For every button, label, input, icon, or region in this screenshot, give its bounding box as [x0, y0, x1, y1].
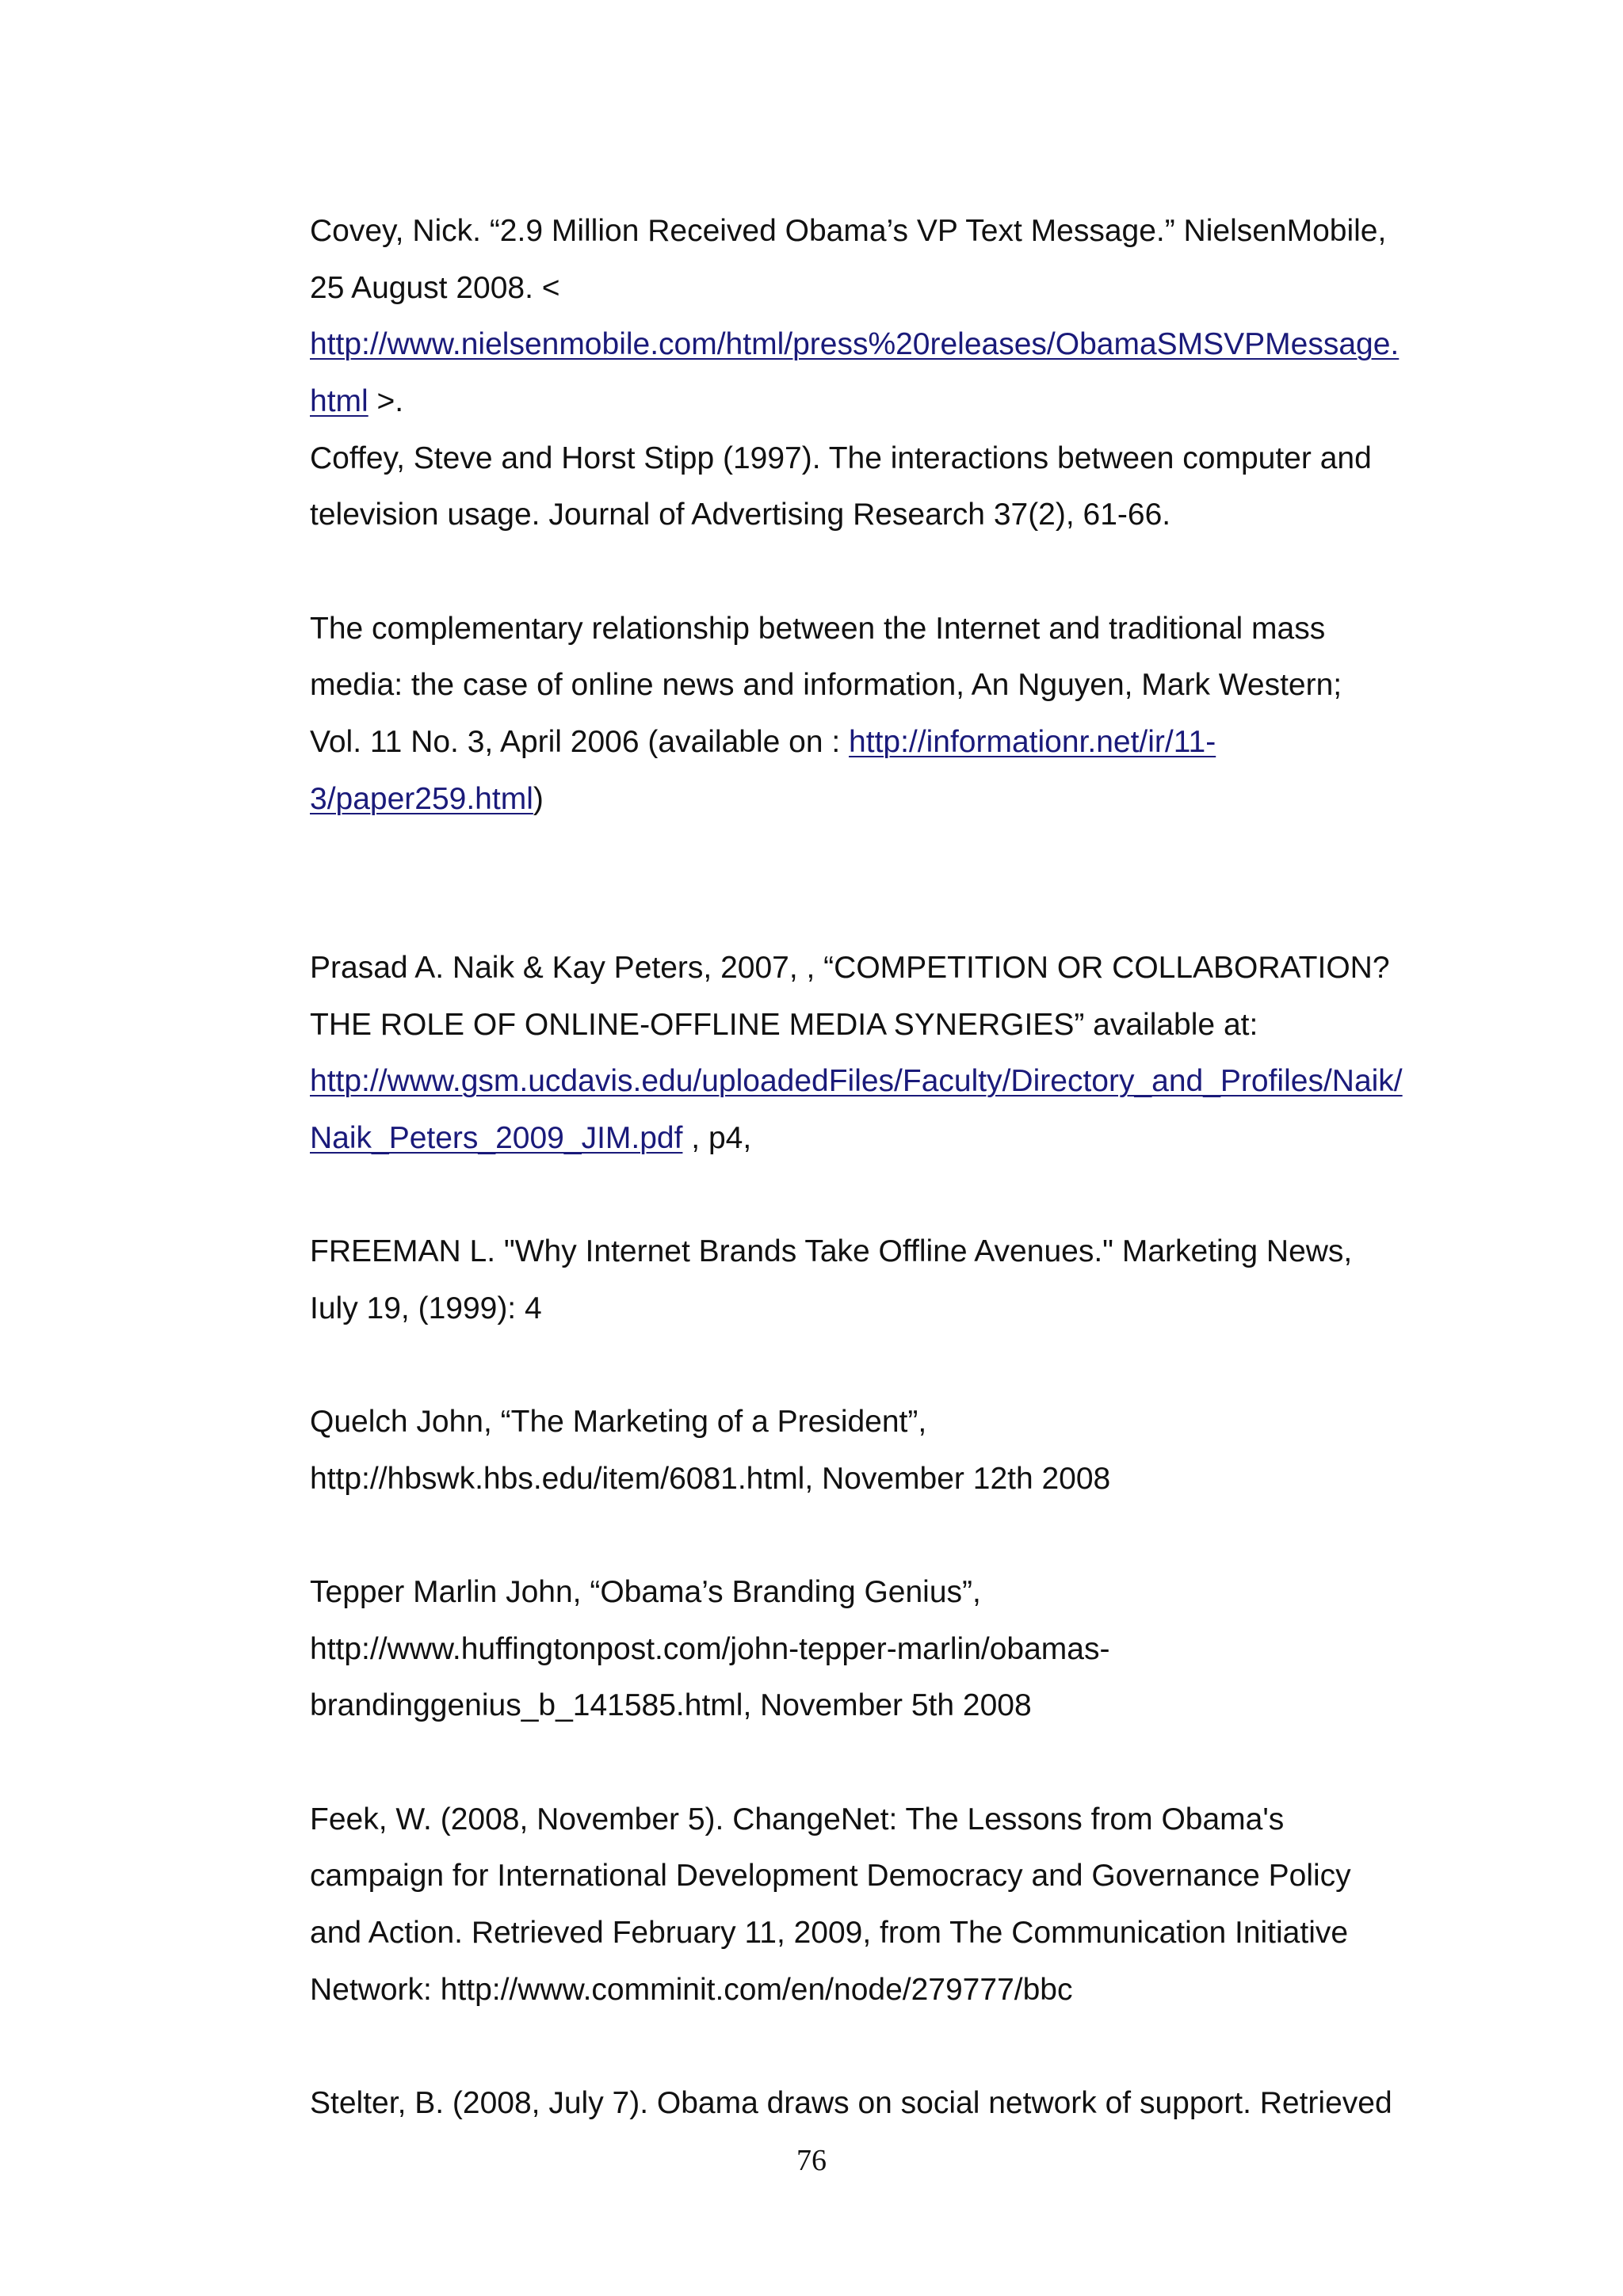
- reference-text: , p4,: [682, 1121, 752, 1155]
- reference-line: [310, 1905, 1348, 1962]
- reference-link[interactable]: 3/paper259.html: [310, 782, 533, 816]
- reference-text: brandinggenius_b_141585.html, November 5th 2008: [310, 1688, 1032, 1722]
- reference-line: [310, 940, 1390, 997]
- reference-text: Iuly 19, (1999): 4: [310, 1291, 542, 1325]
- reference-text: THE ROLE OF ONLINE-OFFLINE MEDIA SYNERGIES” available at:: [310, 1008, 1258, 1042]
- reference-line: [310, 486, 1170, 543]
- page-number: 76: [796, 2144, 827, 2177]
- reference-line: [310, 1791, 1284, 1848]
- reference-text: Covey, Nick. “2.9 Million Received Obama’s VP Text Message.” NielsenMobile,: [310, 214, 1387, 248]
- reference-link[interactable]: http://informationr.net/ir/11-: [849, 725, 1216, 759]
- reference-text: http://hbswk.hbs.edu/item/6081.html, November 12th 2008: [310, 1462, 1111, 1496]
- reference-line: [310, 1451, 1110, 1508]
- reference-line: [310, 316, 1399, 373]
- reference-text: >.: [368, 384, 404, 418]
- reference-line: [310, 1280, 542, 1337]
- reference-text: Stelter, B. (2008, July 7). Obama draws on social network of support. Retrieved: [310, 2086, 1392, 2120]
- reference-line: [310, 260, 560, 317]
- reference-line: [310, 203, 1386, 260]
- reference-line: [310, 1848, 1351, 1905]
- reference-text: The complementary relationship between the Internet and traditional mass: [310, 612, 1326, 646]
- reference-line: [310, 1564, 981, 1621]
- reference-line: [310, 997, 1258, 1054]
- reference-line: [310, 1677, 1032, 1734]
- reference-line: [310, 714, 1216, 771]
- reference-link[interactable]: http://www.gsm.ucdavis.edu/uploadedFiles/Faculty/Directory_and_Profiles/Naik/: [310, 1064, 1403, 1098]
- reference-line: [310, 1394, 926, 1451]
- reference-text: FREEMAN L. "Why Internet Brands Take Offline Avenues." Marketing News,: [310, 1234, 1353, 1268]
- reference-text: Feek, W. (2008, November 5). ChangeNet: The Lessons from Obama's: [310, 1802, 1285, 1836]
- reference-text: Tepper Marlin John, “Obama’s Branding Genius”,: [310, 1575, 981, 1609]
- reference-line: [310, 771, 544, 828]
- reference-text: media: the case of online news and information, An Nguyen, Mark Western;: [310, 668, 1342, 702]
- reference-link[interactable]: http://www.nielsenmobile.com/html/press%20releases/ObamaSMSVPMessage.: [310, 327, 1400, 361]
- reference-text: and Action. Retrieved February 11, 2009, from The Communication Initiative: [310, 1916, 1349, 1950]
- reference-line: [310, 1962, 1072, 2019]
- reference-line: [310, 601, 1325, 658]
- reference-line: [310, 2075, 1392, 2132]
- reference-text: television usage. Journal of Advertising Research 37(2), 61-66.: [310, 498, 1171, 532]
- reference-text: Network: http://www.comminit.com/en/node/279777/bbc: [310, 1973, 1073, 2007]
- reference-line: [310, 1053, 1403, 1110]
- reference-text: ): [533, 782, 544, 816]
- reference-text: Coffey, Steve and Horst Stipp (1997). The interactions between computer and: [310, 441, 1372, 475]
- reference-line: [310, 1621, 1109, 1678]
- reference-line: [310, 430, 1372, 487]
- reference-link[interactable]: html: [310, 384, 369, 418]
- reference-line: [310, 1110, 751, 1167]
- reference-text: campaign for International Development Democracy and Governance Policy: [310, 1859, 1351, 1893]
- reference-text: Prasad A. Naik & Kay Peters, 2007, , “COMPETITION OR COLLABORATION?: [310, 951, 1390, 985]
- reference-text: Vol. 11 No. 3, April 2006 (available on :: [310, 725, 850, 759]
- reference-text: Quelch John, “The Marketing of a President”,: [310, 1405, 927, 1439]
- reference-line: [310, 373, 403, 430]
- reference-line: [310, 657, 1342, 714]
- reference-link[interactable]: Naik_Peters_2009_JIM.pdf: [310, 1121, 683, 1155]
- reference-text: 25 August 2008. <: [310, 271, 560, 305]
- reference-text: http://www.huffingtonpost.com/john-tepper-marlin/obamas-: [310, 1632, 1110, 1666]
- reference-line: [310, 1223, 1352, 1280]
